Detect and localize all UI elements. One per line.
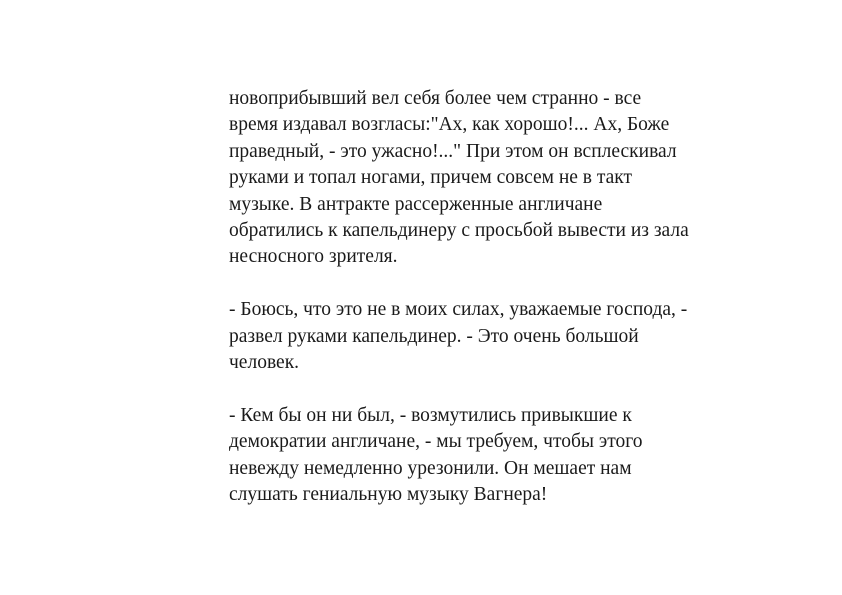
body-text (229, 86, 769, 508)
text-line: демократии англичане, - мы требуем, чтобы этого (229, 431, 643, 453)
text-line: невежду немедленно урезонили. Он мешает нам (229, 457, 632, 479)
text-line: новоприбывший вел себя более чем странно - все (229, 88, 642, 109)
text-line: обратились к капельдинеру с просьбой вывести из зала (229, 220, 689, 242)
text-line: - Боюсь, что это не в моих силах, уважаемые господа, - (229, 299, 688, 321)
text-line: время издавал возгласы:"Ах, как хорошо!... Ах, Боже (229, 114, 670, 136)
text-line: несносного зрителя. (229, 246, 398, 268)
text-line: человек. (229, 352, 300, 374)
text-line: музыке. В антракте рассерженные англичане (229, 193, 603, 215)
paragraph-1 (229, 86, 769, 271)
paragraph-3 (229, 403, 769, 509)
text-line: развел руками капельдинер. - Это очень большой (229, 325, 639, 347)
text-line: руками и топал ногами, причем совсем не в такт (229, 167, 633, 189)
text-line: праведный, - это ужасно!..." При этом он всплескивал (229, 140, 677, 162)
paragraph-2 (229, 297, 769, 376)
text-line: слушать гениальную музыку Вагнера! (229, 484, 548, 506)
text-line: - Кем бы он ни был, - возмутились привыкшие к (229, 404, 632, 426)
